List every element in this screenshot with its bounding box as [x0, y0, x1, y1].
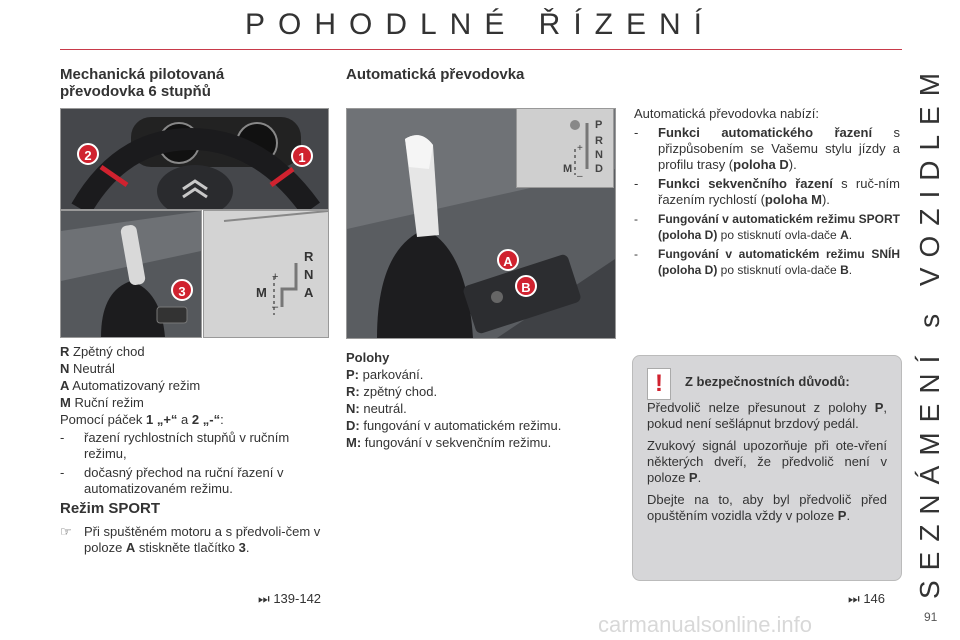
feature-bold-2: poloha D [733, 157, 789, 172]
feature-bold-2: poloha M [764, 192, 822, 207]
safety-text-part: Dbejte na to, aby byl předvolič před opuštěním vozidla vždy v poloze [647, 492, 887, 523]
legend-item [60, 361, 330, 377]
legend-item [60, 378, 330, 394]
page-ref-right[interactable] [848, 591, 885, 607]
page-ref-text: 139-142 [273, 591, 322, 606]
safety-bold: P [688, 470, 698, 485]
sport-key-3: 3 [238, 540, 246, 555]
callout-1: 1 [291, 145, 313, 167]
position-key: D: [346, 418, 360, 433]
gate-label-N: N [304, 267, 314, 282]
callout-A: A [497, 249, 519, 271]
position-text: zpětný chod. [363, 384, 438, 399]
feature-bold: Fungování v automatickém režimu SNÍH (poloha D) [658, 247, 900, 277]
safety-paragraph [647, 400, 887, 432]
warning-icon: ! [647, 368, 671, 400]
feature-bold: Funkci sekvenčního řazení [658, 176, 833, 191]
list-item: - Fungování v automatickém režimu SPORT (poloha D) po stisknutí ovla-dače A. [634, 212, 900, 242]
feature-bold-2: B [840, 263, 849, 277]
positions-heading: Polohy [346, 350, 390, 365]
safety-text [647, 400, 887, 524]
sport-instruction [60, 524, 332, 556]
safety-bold: P [874, 400, 884, 415]
feature-text: s ruč-ním řazením rychlostí ( [658, 176, 900, 207]
page-ref-left[interactable] [258, 591, 321, 607]
sport-heading: Režim SPORT [60, 500, 161, 517]
position-key: P: [346, 367, 359, 382]
skip-forward-icon: ⏭ [258, 591, 270, 606]
bullet-text: řazení rychlostních stupňů v ručním režimu, [84, 430, 290, 461]
feature-text: po stisknutí ovla-dače [717, 228, 841, 242]
gate-label-A: A [304, 285, 314, 300]
page-number: 91 [924, 610, 938, 624]
paddles-key-1: 1 „+“ [146, 412, 178, 427]
safety-title: Z bezpečnostních důvodů: [685, 374, 850, 389]
safety-bold: P [837, 508, 847, 523]
feature-text-2: ). [788, 157, 797, 172]
gate-label-minus: – [272, 301, 279, 313]
safety-note-box [632, 355, 902, 581]
gate-label-R: R [595, 135, 603, 147]
legend-key: A [60, 378, 70, 393]
gate-label-N: N [595, 149, 603, 161]
features-list [634, 106, 900, 278]
paddles-line [60, 412, 330, 428]
list-item: - Funkci sekvenčního řazení s ruč-ním řazením rychlostí (poloha M). [634, 176, 900, 207]
features-intro: Automatická převodovka nabízí: [634, 106, 819, 121]
feature-bold: Fungování v automatickém režimu SPORT (poloha D) [658, 212, 900, 242]
position-key: M: [346, 435, 362, 450]
gate-label-R: R [304, 249, 314, 264]
automatic-gate-pattern [516, 108, 614, 188]
feature-bold: Funkci automatického řazení [658, 125, 873, 140]
gate-label-plus: + [272, 271, 279, 283]
position-item [346, 367, 616, 383]
gate-label-plus: + [577, 143, 583, 154]
list-item: - dočasný přechod na ruční řazení v automatizovaném režimu. [60, 465, 284, 496]
side-title-text: SEZNÁMENÍ s VOZIDLEM [914, 62, 945, 600]
callout-3: 3 [171, 279, 193, 301]
sport-key-A: A [125, 540, 136, 555]
callout-2: 2 [77, 143, 99, 165]
list-item: - řazení rychlostních stupňů v ručním režimu, [60, 430, 290, 461]
gate-label-M: M [563, 163, 573, 175]
watermark: carmanualsonline.info [598, 612, 813, 637]
position-key: N: [346, 401, 360, 416]
safety-text-part: Předvolič nelze přesunout z polohy [647, 400, 875, 415]
list-item: - Funkci automatického řazení s přizpůsobením se Vašemu stylu jízdy a profilu trasy (poloha D). [634, 125, 900, 172]
feature-text: po stisknutí ovla-dače [717, 263, 841, 277]
gate-label-minus: – [577, 171, 583, 182]
steering-wheel-illustration [61, 109, 328, 209]
position-item [346, 401, 616, 417]
paddles-prefix: Pomocí páček [60, 412, 146, 427]
steering-wheel-photo [60, 108, 329, 210]
legend-text: Neutrál [73, 361, 115, 376]
safety-text-part: Zvukový signál upozorňuje při ote-vření některých dveří, že předvolič není v poloze [647, 438, 887, 485]
safety-text-part: . [697, 470, 702, 485]
gear-lever-illustration [61, 211, 201, 337]
gate-label-D: D [595, 163, 603, 175]
sport-text-1: Při spuštěném motoru a s předvoli-čem v poloze [84, 524, 321, 555]
title-divider [60, 49, 902, 50]
legend-item [60, 344, 330, 360]
feature-text-2: . [848, 228, 853, 242]
position-text: parkování. [362, 367, 424, 382]
sport-text-2: stiskněte tlačítko [135, 540, 239, 555]
position-text: fungování v sekvenčním režimu. [364, 435, 552, 450]
gate-label-M: M [256, 285, 267, 300]
page-ref-text: 146 [863, 591, 886, 606]
side-title [906, 62, 954, 600]
manual-legend [60, 344, 330, 497]
manual-gearbox-heading: Mechanická pilotovaná převodovka 6 stupňů [60, 66, 225, 100]
feature-text-2: . [848, 263, 853, 277]
legend-key: M [60, 395, 71, 410]
paddles-key-2: 2 „-“ [191, 412, 221, 427]
manual-gear-lever-photo [60, 210, 202, 338]
legend-key: N [60, 361, 70, 376]
legend-item [60, 395, 330, 411]
position-text: fungování v automatickém režimu. [363, 418, 562, 433]
gate-label-P: P [595, 119, 603, 131]
position-text: neutrál. [363, 401, 407, 416]
legend-text: Automatizovaný režim [72, 378, 201, 393]
skip-forward-icon: ⏭ [848, 591, 860, 606]
safety-text-part: , pokud není sešlápnut brzdový pedál. [647, 400, 887, 431]
bullet-text: dočasný přechod na ruční řazení v automatizovaném režimu. [84, 465, 284, 496]
feature-text: s přizpůsobením se Vašemu stylu jízdy a profilu trasy ( [658, 125, 900, 172]
legend-text: Ruční režim [74, 395, 144, 410]
paddles-mid: a [177, 412, 192, 427]
safety-text-part: . [846, 508, 851, 523]
legend-text: Zpětný chod [73, 344, 145, 359]
pointer-icon: ☞ [60, 524, 72, 539]
page-title: POHODLNÉ ŘÍZENÍ [244, 8, 716, 41]
callout-B: B [515, 275, 537, 297]
manual-gate-pattern [203, 210, 329, 338]
legend-key: R [60, 344, 70, 359]
automatic-gearbox-heading: Automatická převodovka [346, 66, 525, 83]
position-item [346, 384, 616, 400]
position-key: R: [346, 384, 360, 399]
feature-text-2: ). [821, 192, 830, 207]
feature-bold-2: A [840, 228, 849, 242]
position-item [346, 418, 616, 434]
safety-paragraph [647, 492, 887, 524]
list-item: - Fungování v automatickém režimu SNÍH (poloha D) po stisknutí ovla-dače B. [634, 247, 900, 277]
paddles-suffix: : [220, 412, 224, 427]
safety-paragraph [647, 438, 887, 486]
positions-list [346, 350, 616, 451]
sport-text-3: . [245, 540, 250, 555]
position-item [346, 435, 616, 451]
